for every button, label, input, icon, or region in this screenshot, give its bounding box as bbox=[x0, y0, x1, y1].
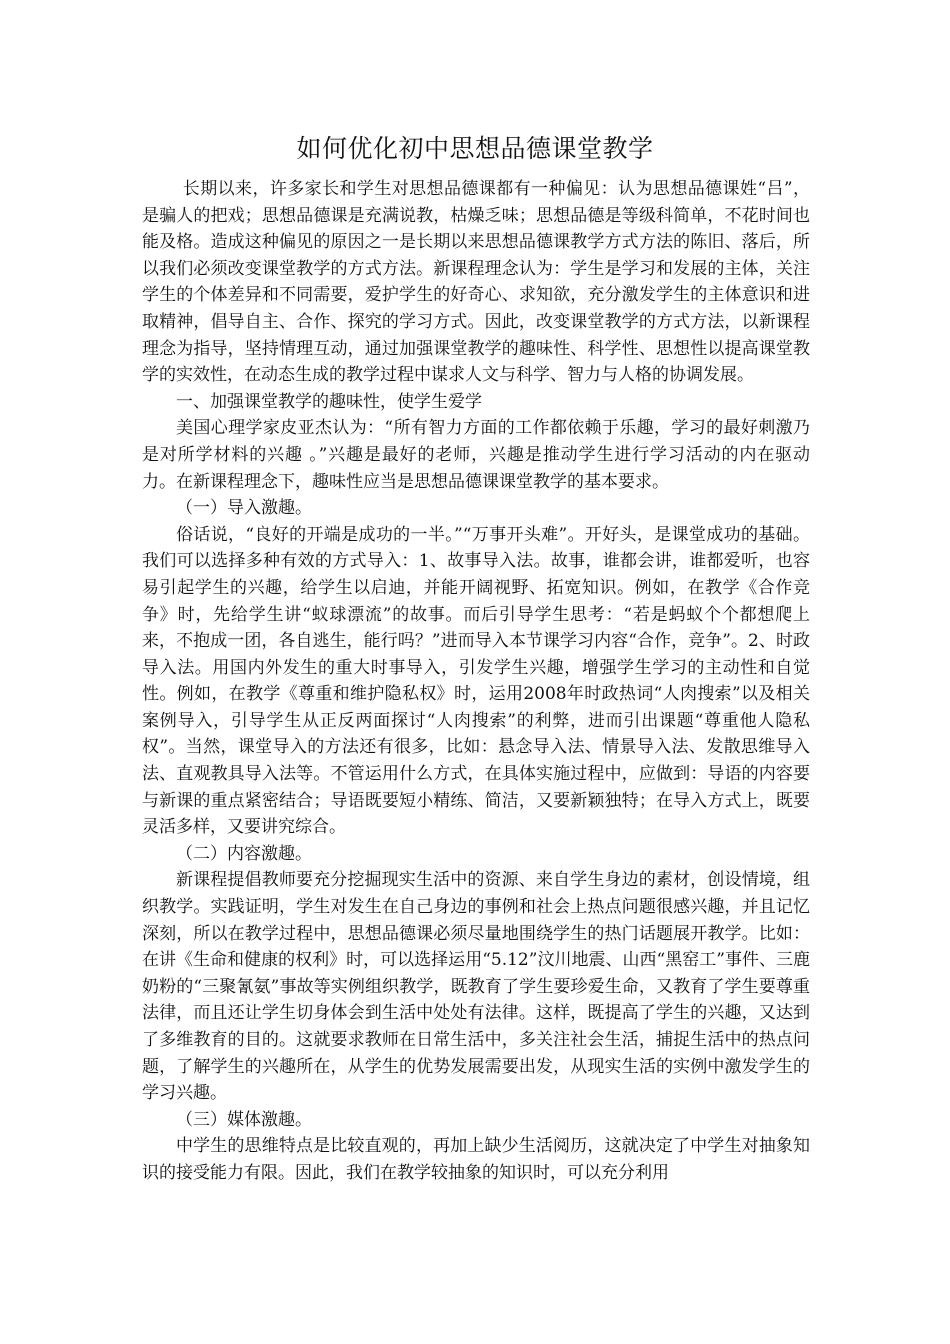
paragraph: 中学生的思维特点是比较直观的，再加上缺少生活阅历，这就决定了中学生对抽象知识的接受能力有限。因此，我们在教学较抽象的知识时，可以充分利用 bbox=[142, 1136, 810, 1183]
paragraph: 美国心理学家皮亚杰认为：“所有智力方面的工作都依赖于乐趣，学习的最好刺激乃是对所学材料的兴趣 。”兴趣是最好的老师，兴趣是推动学生进行学习活动的内在驱动力。在新课程理念下，趣味性应当是思想品德课课堂教学的基本要求。 bbox=[142, 418, 810, 492]
document-body bbox=[142, 176, 810, 1187]
paragraph: 俗话说，“良好的开端是成功的一半。”“万事开头难”。开好头，是课堂成功的基础。我们可以选择多种有效的方式导入：1、故事导入法。故事，谁都会讲，谁都爱听，也容易引起学生的兴趣，给学生以启迪，并能开阔视野、拓宽知识。例如，在教学《合作竞争》时，先给学生讲“蚁球漂流”的故事。而后引导学生思考：“若是蚂蚁个个都想爬上来，不抱成一团，各自逃生，能行吗？”进而导入本节课学习内容“合作，竞争”。2、时政导入法。用国内外发生的重大时事导入，引发学生兴趣，增强学生学习的主动性和自觉性。例如，在教学《尊重和维护隐私权》时，运用2008年时政热词“人肉搜索”以及相关案例导入，引导学生从正反两面探讨“人肉搜索”的利弊，进而引出课题“尊重他人隐私权”。当然，课堂导入的方法还有很多，比如：悬念导入法、情景导入法、发散思维导入法、直观教具导入法等。不管运用什么方式，在具体实施过程中，应做到：导语的内容要与新课的重点紧密结合；导语既要短小精练、简洁，又要新颖独特；在导入方式上，既要灵活多样，又要讲究综合。 bbox=[142, 524, 810, 838]
section-heading-1: 一、加强课堂教学的趣味性，使学生爱学 bbox=[176, 391, 482, 412]
subheading-2: （二）内容激趣。 bbox=[176, 843, 312, 864]
subheading-1: （一）导入激趣。 bbox=[176, 498, 312, 519]
paragraph-intro: 长期以来，许多家长和学生对思想品德课都有一种偏见：认为思想品德课姓“吕”，是骗人的把戏；思想品德课是充满说教，枯燥乏味；思想品德是等级科简单，不花时间也能及格。造成这种偏见的原因之一是长期以来思想品德课教学方式方法的陈旧、落后，所以我们必须改变课堂教学的方式方法。新课程理念认为：学生是学习和发展的主体，关注学生的个体差异和不同需要，爱护学生的好奇心、求知欲，充分激发学生的主体意识和进取精神，倡导自主、合作、探究的学习方式。因此，改变课堂教学的方式方法，以新课程理念为指导，坚持情理互动，通过加强课堂教学的趣味性、科学性、思想性以提高课堂教学的实效性，在动态生成的教学过程中谋求人文与科学、智力与人格的协调发展。 bbox=[142, 179, 810, 386]
document-title: 如何优化初中思想品德课堂教学 bbox=[296, 134, 654, 163]
paragraph: 新课程提倡教师要充分挖掘现实生活中的资源、来自学生身边的素材，创设情境，组织教学。实践证明，学生对发生在自己身边的事例和社会上热点问题很感兴趣，并且记忆深刻，所以在教学过程中，思想品德课必须尽量地围绕学生的热门话题展开教学。比如：在讲《生命和健康的权利》时，可以选择运用“5.12”汶川地震、山西“黑窑工”事件、三鹿奶粉的“三聚氰氨”事故等实例组织教学，既教育了学生要珍爱生命，又教育了学生要尊重法律，而且还让学生切身体会到生活中处处有法律。这样，既提高了学生的兴趣，又达到了多维教育的目的。这就要求教师在日常生活中，多关注社会生活，捕捉生活中的热点问题，了解学生的兴趣所在，从学生的优势发展需要出发，从现实生活的实例中激发学生的学习兴趣。 bbox=[142, 870, 810, 1104]
subheading-3: （三）媒体激趣。 bbox=[176, 1109, 312, 1130]
